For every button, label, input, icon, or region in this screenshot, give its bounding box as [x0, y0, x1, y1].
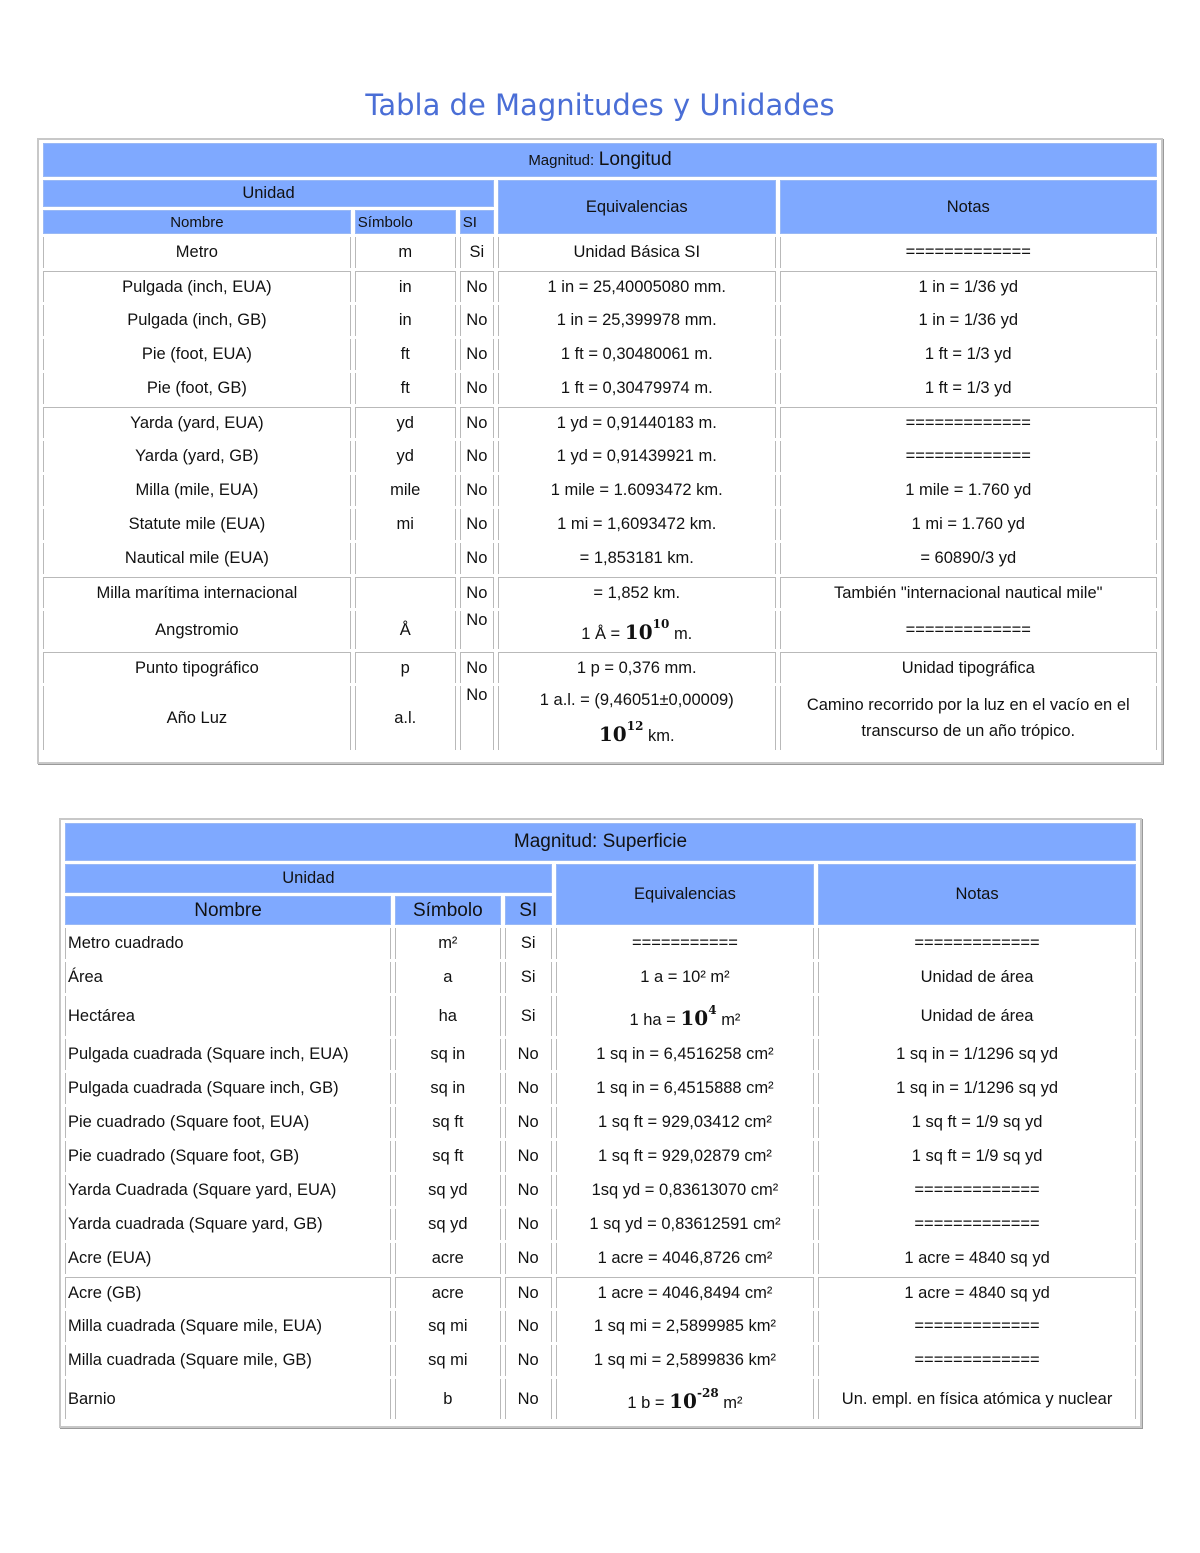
equivalencias-header: Equivalencias [498, 180, 776, 234]
unit-symbol: Å [355, 611, 456, 649]
unit-note: ============= [818, 1311, 1136, 1342]
unit-si: No [505, 1311, 552, 1342]
table-row [65, 1175, 1136, 1206]
table-row [65, 928, 1136, 959]
table-row [43, 611, 1157, 649]
unit-note: 1 ft = 1/3 yd [780, 339, 1158, 370]
unit-name: Punto tipográfico [43, 652, 351, 683]
magnitud-value: Longitud [598, 149, 672, 170]
table-row [43, 237, 1157, 268]
unit-si: Si [505, 996, 552, 1036]
unit-note: ============= [818, 1175, 1136, 1206]
unit-symbol [355, 543, 456, 574]
unit-name: Barnio [65, 1379, 391, 1419]
unit-note: También "internacional nautical mile" [780, 577, 1158, 608]
unit-equivalence: = 1,852 km. [498, 577, 776, 608]
equivalence-pre: 1 b = [627, 1393, 665, 1412]
unit-symbol: acre [395, 1277, 501, 1308]
unit-si: No [460, 686, 494, 750]
equivalence-post: m. [673, 624, 693, 643]
table-row [43, 577, 1157, 608]
unit-si: No [505, 1073, 552, 1104]
unit-si: No [460, 475, 494, 506]
table-row [65, 1243, 1136, 1274]
unit-equivalence: 1 a = 10² m² [556, 962, 814, 993]
unit-name: Pulgada cuadrada (Square inch, EUA) [65, 1039, 391, 1070]
unit-name: Statute mile (EUA) [43, 509, 351, 540]
unit-equivalence: 1 sq in = 6,4516258 cm² [556, 1039, 814, 1070]
unit-symbol: ft [355, 339, 456, 370]
unit-equivalence: 1 mi = 1,6093472 km. [498, 509, 776, 540]
unit-note: ============= [818, 928, 1136, 959]
unit-equivalence: =========== [556, 928, 814, 959]
equivalence-base: 10 [598, 722, 627, 746]
unit-si: No [460, 543, 494, 574]
unit-note: 1 in = 1/36 yd [780, 271, 1158, 302]
unit-si: No [505, 1107, 552, 1138]
unit-note: 1 mile = 1.760 yd [780, 475, 1158, 506]
unit-equivalence: 1sq yd = 0,83613070 cm² [556, 1175, 814, 1206]
equivalencias-header: Equivalencias [556, 864, 814, 925]
unit-symbol: sq ft [395, 1141, 501, 1172]
equivalence-pre: 1 Å = [581, 624, 621, 643]
unit-si: No [460, 577, 494, 608]
unidad-header: Unidad [65, 864, 552, 893]
equivalence-exp: 10 [652, 616, 670, 631]
unit-note: ============= [780, 237, 1158, 268]
table-row [43, 373, 1157, 404]
unit-si: Si [505, 962, 552, 993]
unit-equivalence: 1 sq ft = 929,02879 cm² [556, 1141, 814, 1172]
unit-note: 1 in = 1/36 yd [780, 305, 1158, 336]
si-header: SI [505, 896, 552, 925]
unit-name: Pulgada cuadrada (Square inch, GB) [65, 1073, 391, 1104]
unit-equivalence [498, 611, 776, 649]
equivalence-base: 10 [669, 1388, 697, 1413]
table-row [65, 1107, 1136, 1138]
unit-equivalence: 1 in = 25,40005080 mm. [498, 271, 776, 302]
unit-symbol: a.l. [355, 686, 456, 750]
unit-si: Si [460, 237, 494, 268]
unit-equivalence: 1 sq ft = 929,03412 cm² [556, 1107, 814, 1138]
equivalence-post: km. [648, 727, 675, 745]
table-row [43, 441, 1157, 472]
unit-symbol: sq yd [395, 1209, 501, 1240]
longitud-table [37, 138, 1163, 764]
unit-si: Si [505, 928, 552, 959]
equivalence-post: m² [723, 1393, 743, 1412]
table-row [65, 1073, 1136, 1104]
table-row [43, 475, 1157, 506]
table-row [43, 271, 1157, 302]
unit-symbol: m² [395, 928, 501, 959]
unit-equivalence [556, 996, 814, 1036]
unit-si: No [460, 611, 494, 649]
unit-si: No [460, 441, 494, 472]
nombre-header: Nombre [65, 896, 391, 925]
unit-si: No [460, 652, 494, 683]
equivalence-pre: 1 ha = [629, 1010, 676, 1029]
unit-symbol: b [395, 1379, 501, 1419]
unit-symbol: sq in [395, 1039, 501, 1070]
unit-note: 1 sq ft = 1/9 sq yd [818, 1107, 1136, 1138]
unit-symbol: acre [395, 1243, 501, 1274]
unit-equivalence [498, 686, 776, 750]
table-row [65, 1209, 1136, 1240]
unit-equivalence: 1 ft = 0,30479974 m. [498, 373, 776, 404]
table-row [65, 1311, 1136, 1342]
unit-note: Unidad de área [818, 962, 1136, 993]
table-row [65, 1039, 1136, 1070]
unit-name: Área [65, 962, 391, 993]
unit-symbol: in [355, 271, 456, 302]
unit-name: Hectárea [65, 996, 391, 1036]
unit-equivalence: 1 sq mi = 2,5899836 km² [556, 1345, 814, 1376]
unit-name: Metro [43, 237, 351, 268]
unit-note: ============= [818, 1209, 1136, 1240]
unit-si: No [460, 271, 494, 302]
unit-si: No [460, 407, 494, 438]
unit-note: Unidad tipográfica [780, 652, 1158, 683]
unit-symbol: sq yd [395, 1175, 501, 1206]
magnitud-label: Magnitud: [528, 152, 595, 169]
unit-si: No [460, 509, 494, 540]
unit-name: Yarda (yard, EUA) [43, 407, 351, 438]
unit-name: Pie (foot, EUA) [43, 339, 351, 370]
unit-equivalence: 1 ft = 0,30480061 m. [498, 339, 776, 370]
unit-symbol: ft [355, 373, 456, 404]
unit-name: Año Luz [43, 686, 351, 750]
equivalence-post: m² [721, 1010, 741, 1029]
unit-si: No [505, 1345, 552, 1376]
unit-name: Milla cuadrada (Square mile, EUA) [65, 1311, 391, 1342]
unit-name: Yarda (yard, GB) [43, 441, 351, 472]
unit-note: 1 acre = 4840 sq yd [818, 1243, 1136, 1274]
unit-note: ============= [780, 441, 1158, 472]
table-row [65, 962, 1136, 993]
unit-note: Camino recorrido por la luz en el vacío en el transcurso de un año trópico. [780, 686, 1158, 750]
unit-name: Pulgada (inch, GB) [43, 305, 351, 336]
unit-symbol: mile [355, 475, 456, 506]
unit-equivalence: 1 sq in = 6,4515888 cm² [556, 1073, 814, 1104]
table-row [65, 1379, 1136, 1419]
unit-symbol [355, 577, 456, 608]
unit-symbol: sq mi [395, 1311, 501, 1342]
unit-equivalence: 1 in = 25,399978 mm. [498, 305, 776, 336]
unit-note: 1 sq ft = 1/9 sq yd [818, 1141, 1136, 1172]
unit-name: Yarda Cuadrada (Square yard, EUA) [65, 1175, 391, 1206]
unit-name: Pulgada (inch, EUA) [43, 271, 351, 302]
unit-si: No [505, 1141, 552, 1172]
unit-name: Acre (EUA) [65, 1243, 391, 1274]
table-row [65, 1277, 1136, 1308]
si-header: SI [460, 210, 494, 234]
unit-symbol: ha [395, 996, 501, 1036]
unit-symbol: in [355, 305, 456, 336]
unit-name: Milla (mile, EUA) [43, 475, 351, 506]
unit-si: No [505, 1243, 552, 1274]
unit-name: Milla cuadrada (Square mile, GB) [65, 1345, 391, 1376]
unit-equivalence: 1 sq yd = 0,83612591 cm² [556, 1209, 814, 1240]
unit-symbol: yd [355, 441, 456, 472]
unit-si: No [505, 1379, 552, 1419]
unit-note: 1 mi = 1.760 yd [780, 509, 1158, 540]
unit-si: No [460, 339, 494, 370]
table-row [43, 543, 1157, 574]
equivalence-exp: 4 [708, 1002, 717, 1017]
table-row [43, 407, 1157, 438]
simbolo-header: Símbolo [395, 896, 501, 925]
unit-name: Milla marítima internacional [43, 577, 351, 608]
table-row [43, 652, 1157, 683]
unit-symbol: p [355, 652, 456, 683]
unit-equivalence: = 1,853181 km. [498, 543, 776, 574]
unit-symbol: sq ft [395, 1107, 501, 1138]
equivalence-pre: 1 a.l. = (9,46051±0,00009) [539, 691, 734, 709]
table-row [43, 509, 1157, 540]
page-title: Tabla de Magnitudes y Unidades [365, 88, 835, 122]
unit-si: No [505, 1175, 552, 1206]
unit-note: = 60890/3 yd [780, 543, 1158, 574]
unit-equivalence [556, 1379, 814, 1419]
magnitud-header: Magnitud: Superficie [65, 823, 1136, 861]
unit-equivalence: 1 acre = 4046,8494 cm² [556, 1277, 814, 1308]
unit-si: No [460, 305, 494, 336]
unit-name: Pie cuadrado (Square foot, EUA) [65, 1107, 391, 1138]
unit-equivalence: 1 yd = 0,91439921 m. [498, 441, 776, 472]
unit-equivalence: Unidad Básica SI [498, 237, 776, 268]
unit-note: ============= [780, 611, 1158, 649]
unit-equivalence: 1 p = 0,376 mm. [498, 652, 776, 683]
unit-equivalence: 1 mile = 1.6093472 km. [498, 475, 776, 506]
unit-symbol: yd [355, 407, 456, 438]
unit-note: Un. empl. en física atómica y nuclear [818, 1379, 1136, 1419]
unit-si: No [505, 1039, 552, 1070]
unit-name: Metro cuadrado [65, 928, 391, 959]
unit-note: 1 sq in = 1/1296 sq yd [818, 1073, 1136, 1104]
equivalence-exp: 12 [626, 719, 644, 733]
equivalence-exp: -28 [696, 1385, 719, 1400]
unit-note: 1 sq in = 1/1296 sq yd [818, 1039, 1136, 1070]
unit-symbol: sq in [395, 1073, 501, 1104]
unit-equivalence: 1 yd = 0,91440183 m. [498, 407, 776, 438]
unit-symbol: m [355, 237, 456, 268]
table-row [65, 1141, 1136, 1172]
unit-name: Angstromio [43, 611, 351, 649]
unit-name: Acre (GB) [65, 1277, 391, 1308]
table-row [43, 305, 1157, 336]
nombre-header: Nombre [43, 210, 351, 234]
unit-symbol: a [395, 962, 501, 993]
table-row [65, 1345, 1136, 1376]
superficie-table [59, 818, 1142, 1428]
unit-note: ============= [818, 1345, 1136, 1376]
unit-name: Pie cuadrado (Square foot, GB) [65, 1141, 391, 1172]
unit-symbol: mi [355, 509, 456, 540]
unit-si: No [505, 1277, 552, 1308]
unit-note: Unidad de área [818, 996, 1136, 1036]
equivalence-base: 10 [624, 619, 653, 644]
unit-equivalence: 1 sq mi = 2,5899985 km² [556, 1311, 814, 1342]
unit-name: Pie (foot, GB) [43, 373, 351, 404]
unit-symbol: sq mi [395, 1345, 501, 1376]
magnitud-header [43, 143, 1157, 177]
unit-si: No [505, 1209, 552, 1240]
table-row [43, 686, 1157, 750]
table-row [43, 339, 1157, 370]
unit-name: Yarda cuadrada (Square yard, GB) [65, 1209, 391, 1240]
notas-header: Notas [818, 864, 1136, 925]
unit-si: No [460, 373, 494, 404]
unidad-header: Unidad [43, 180, 494, 207]
unit-note: 1 ft = 1/3 yd [780, 373, 1158, 404]
unit-note: 1 acre = 4840 sq yd [818, 1277, 1136, 1308]
unit-note: ============= [780, 407, 1158, 438]
equivalence-base: 10 [680, 1005, 709, 1030]
notas-header: Notas [780, 180, 1158, 234]
table-row [65, 996, 1136, 1036]
unit-name: Nautical mile (EUA) [43, 543, 351, 574]
unit-equivalence: 1 acre = 4046,8726 cm² [556, 1243, 814, 1274]
simbolo-header: Símbolo [355, 210, 456, 234]
